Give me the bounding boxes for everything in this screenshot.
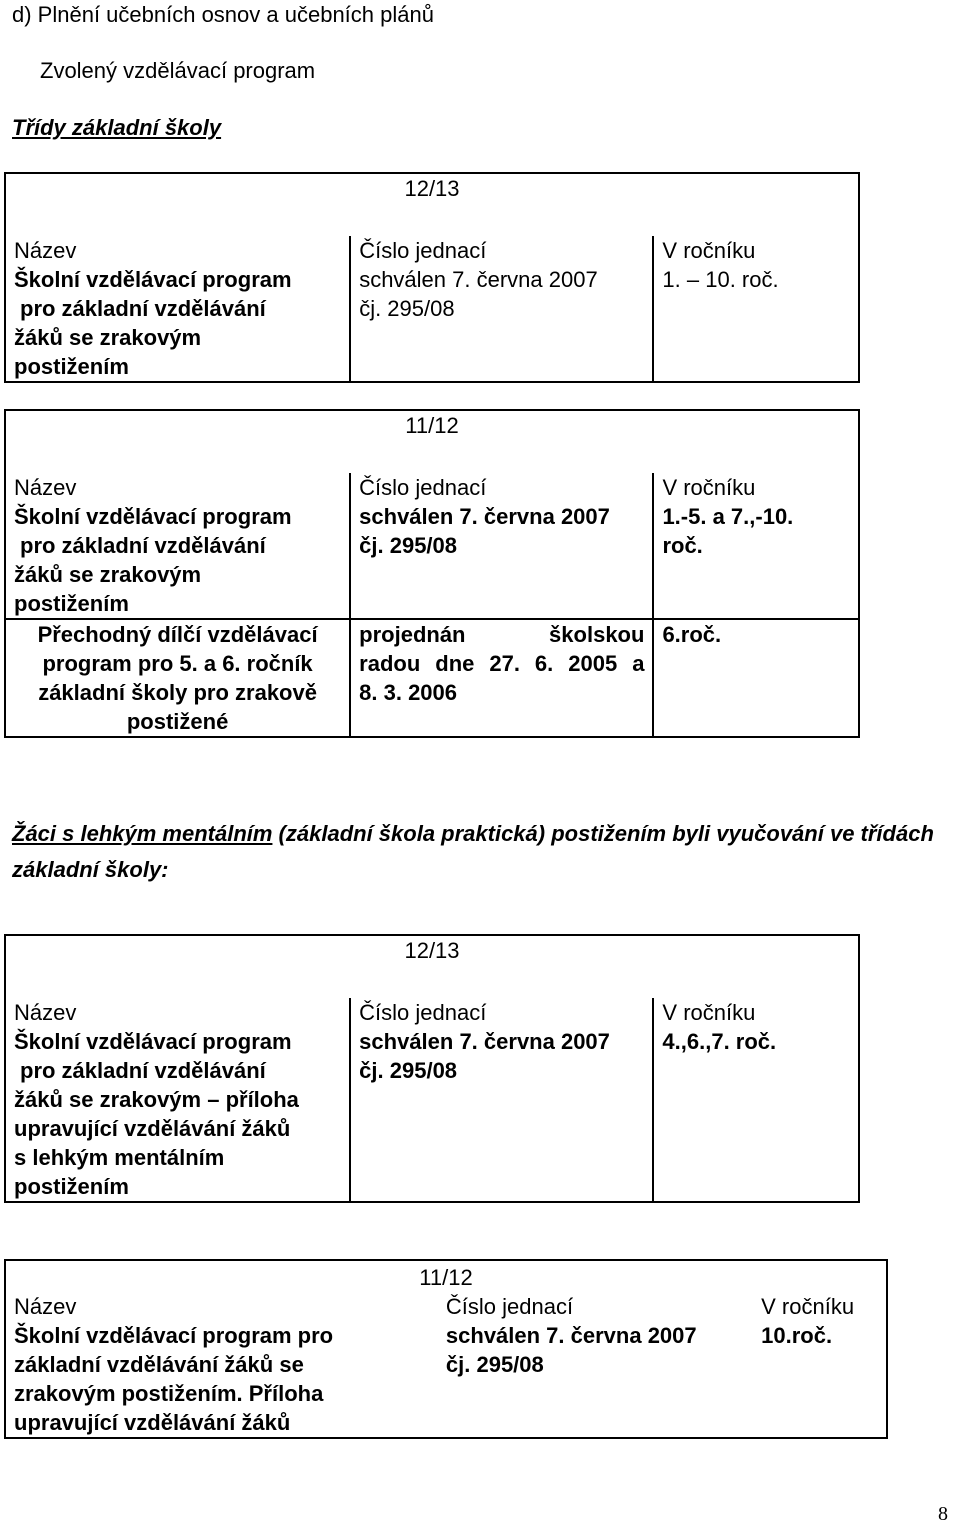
name-line: základní školy pro zrakově [38, 680, 317, 705]
ref-line: schválen 7. června 2007 [445, 1323, 697, 1348]
col-header-name: Název [5, 236, 350, 265]
ref-cell [438, 1321, 753, 1438]
grade-cell [653, 502, 859, 619]
program-name-cell [5, 1321, 438, 1438]
name-line: postižením [14, 354, 129, 379]
table-row [5, 502, 859, 619]
table-row [5, 265, 859, 382]
name-line: postižením [14, 1174, 129, 1199]
ref-line: schválen 7. června 2007 [359, 1029, 610, 1054]
program-subtitle: Zvolený vzdělávací program [40, 58, 316, 83]
col-header-ref: Číslo jednací [445, 1294, 574, 1319]
table-row [5, 1027, 859, 1202]
ref-line: radou dne 27. 6. 2005 a [359, 651, 645, 676]
col-header-name: Název [5, 473, 350, 502]
name-line: upravující vzdělávání žáků [14, 1410, 291, 1435]
grade-cell: 4.,6.,7. roč. [653, 1027, 859, 1202]
mental-disability-note [12, 816, 948, 888]
grade-line: roč. [662, 533, 703, 558]
grade-cell: 1. – 10. roč. [653, 265, 859, 382]
name-line: program pro 5. a 6. ročník [42, 651, 313, 676]
col-header-ref: Číslo jednací [350, 236, 653, 265]
table-year: 12/13 [5, 935, 859, 998]
grade-cell: 10.roč. [753, 1321, 887, 1438]
classes-title: Třídy základní školy [12, 115, 222, 140]
note-underlined: Žáci s lehkým mentálním [12, 821, 273, 846]
ref-line: 8. 3. 2006 [359, 680, 458, 705]
name-line: Přechodný dílčí vzdělávací [37, 622, 318, 647]
col-header-name: Název [5, 998, 350, 1027]
ref-line: projednán školskou [359, 622, 645, 647]
grade-line: 1.-5. a 7.,-10. [662, 504, 794, 529]
page-number: 8 [938, 1503, 948, 1525]
ref-line: čj. 295/08 [359, 296, 455, 321]
table-2011-12-mental [4, 1259, 888, 1439]
name-line: s lehkým mentálním [14, 1145, 225, 1170]
grade-cell: 6.roč. [653, 619, 859, 737]
name-line: žáků se zrakovým – příloha [14, 1087, 299, 1112]
ref-line: čj. 295/08 [445, 1352, 544, 1377]
col-header-grade: V ročníku [653, 236, 859, 265]
table-row [5, 619, 859, 737]
name-line: upravující vzdělávání žáků [14, 1116, 291, 1141]
col-header-ref: Číslo jednací [350, 473, 653, 502]
name-line: postižené [126, 709, 229, 734]
name-line: pro základní vzdělávání [20, 1058, 266, 1083]
table-2012-13-mental [4, 934, 860, 1203]
name-line: postižením [14, 591, 129, 616]
name-line: Školní vzdělávací program [14, 267, 292, 292]
ref-cell [350, 502, 653, 619]
name-line: pro základní vzdělávání [20, 533, 266, 558]
section-heading: d) Plnění učebních osnov a učebních plánů [12, 2, 434, 27]
table-year: 12/13 [5, 173, 859, 236]
ref-line: čj. 295/08 [359, 1058, 458, 1083]
table-2011-12-primary [4, 409, 860, 738]
name-line: Školní vzdělávací program [14, 1029, 292, 1054]
name-line: Školní vzdělávací program pro [14, 1323, 334, 1348]
ref-cell [350, 619, 653, 737]
program-name-cell [5, 502, 350, 619]
name-line: Školní vzdělávací program [14, 504, 292, 529]
table-year: 11/12 [5, 1260, 887, 1292]
name-line: žáků se zrakovým [14, 562, 202, 587]
program-name-cell [5, 619, 350, 737]
name-line: základní vzdělávání žáků se [14, 1352, 304, 1377]
ref-line: schválen 7. června 2007 [359, 267, 598, 292]
ref-line: čj. 295/08 [359, 533, 458, 558]
ref-cell [350, 265, 653, 382]
program-name-cell [5, 1027, 350, 1202]
table-year: 11/12 [5, 410, 859, 473]
col-header-grade: V ročníku [653, 998, 859, 1027]
col-header-grade: V ročníku [753, 1292, 887, 1321]
table-row [5, 1321, 887, 1438]
ref-cell [350, 1027, 653, 1202]
col-header-grade: V ročníku [653, 473, 859, 502]
program-name-cell [5, 265, 350, 382]
table-2012-13-primary [4, 172, 860, 383]
col-header-ref: Číslo jednací [350, 998, 653, 1027]
note-rest: (základní škola praktická) postižením byli vyučování ve třídách základní školy: [12, 821, 934, 882]
name-line: žáků se zrakovým [14, 325, 202, 350]
col-header-name: Název [5, 1292, 438, 1321]
name-line: pro základní vzdělávání [20, 296, 266, 321]
name-line: zrakovým postižením. Příloha [14, 1381, 324, 1406]
ref-line: schválen 7. června 2007 [359, 504, 610, 529]
